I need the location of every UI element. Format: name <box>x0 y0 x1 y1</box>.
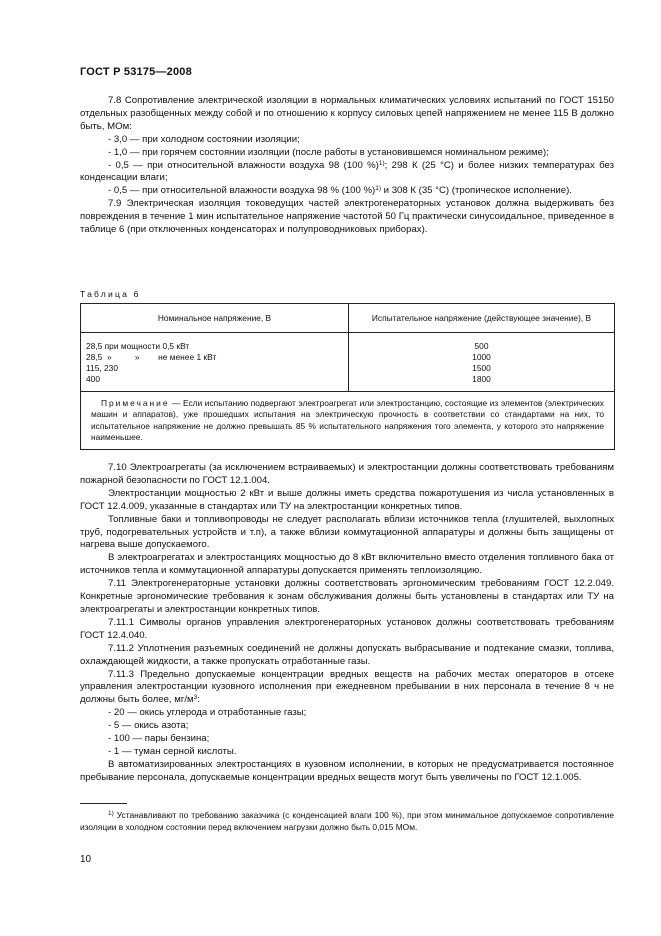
paragraph-7-8-intro: 7.8 Сопротивление электрической изоляции в нормальных климатических условиях испытаний по ГОСТ 15150 отдельных разобщенных между собой и по отношению к корпусу силовых цепей напряжением не менее 115 В должно быть, МОм: <box>80 95 614 132</box>
paragraph-7-11-1: 7.11.1 Символы органов управления электрогенераторных установок должны соответствовать требованиям ГОСТ 12.4.040. <box>80 616 614 641</box>
paragraph: В автоматизированных электростанциях в кузовном исполнении, в которых не предусматривается постоянное пребывание персонала, допускаемые концентрации вредных веществ могут быть увеличены по ГОСТ 12.1.005. <box>80 758 614 783</box>
paragraph-7-11-3 <box>80 669 614 708</box>
table-note-row <box>81 392 615 450</box>
table-cell-text: 1000 <box>472 352 491 362</box>
list-item: - 1,0 — при горячем состоянии изоляции (после работы в установившемся номинальном режиме); <box>108 146 549 158</box>
table-cell-text: 1500 <box>472 363 491 373</box>
nominal-voltage-cell <box>81 333 349 392</box>
footnote-text: Устанавливают по требованию заказчика (с конденсацией влаги 100 %), при этом минимальное допускаемое сопротивление изоляции в холодном состоянии перед включением нагрузки должно быть 0,015 МОм. <box>80 810 614 832</box>
list-item <box>80 185 614 198</box>
paragraph-7-10: 7.10 Электроагрегаты (за исключением встраиваемых) и электростанции должны соответствовать требованиям пожарной безопасности по ГОСТ 12.1.004. <box>80 462 614 486</box>
table-cell-text: 28,5 » » не менее 1 кВт <box>86 352 217 362</box>
list-item: - 1 — туман серной кислоты. <box>108 745 237 757</box>
list-item-text: ; 298 К (25 °С) и более низких температурах без конденсации влаги; <box>80 159 614 184</box>
paragraph: Электростанции мощностью 2 кВт и выше должны иметь средства пожаротушения из числа установленных в ГОСТ 12.4.009, указанные в стандартах или ТУ на электростанции конкретных типов. <box>80 487 614 512</box>
table-cell-text: 400 <box>86 374 100 384</box>
list-item: - 3,0 — при холодном состоянии изоляции; <box>108 133 300 145</box>
list-item: - 100 — пары бензина; <box>108 733 210 745</box>
paragraph-7-9: 7.9 Электрическая изоляция токоведущих частей электрогенераторных установок должна выдерживать без повреждения в течение 1 мин испытательное напряжение частотой 50 Гц практически синусоидальное, приведенное в таблице 6 (при отключенных конденсаторах и полупроводниковых приборах). <box>80 198 614 236</box>
table-row <box>81 333 615 392</box>
footnote <box>80 809 614 833</box>
footnote-marker: 1) <box>108 810 114 817</box>
section-7-8-7-9 <box>80 95 614 237</box>
superscript: 3 <box>193 694 198 702</box>
column-header-nominal: Номинальное напряжение, В <box>81 304 349 333</box>
list-item-text: - 0,5 — при относительной влажности воздуха 98 % (100 %) <box>108 185 376 197</box>
list-item-text: и 308 К (35 °С) (тропическое исполнение). <box>381 185 572 197</box>
test-voltage-cell <box>349 333 615 392</box>
table-header-row <box>81 304 615 333</box>
table-caption: Таблица 6 <box>80 289 141 299</box>
table-cell-text: 28,5 при мощности 0,5 кВт <box>86 341 190 351</box>
footnote-ref: 1) <box>378 159 385 167</box>
table-note <box>81 392 615 450</box>
table-cell-text: 115, 230 <box>86 363 118 373</box>
paragraph-7-11-2: 7.11.2 Уплотнения разъемных соединений не должны допускать выбрасывание и подтекание смазки, топлива, охлаждающей жидкости, а также пропускать отработанные газы. <box>80 642 614 667</box>
footnote-divider <box>80 803 127 804</box>
paragraph-7-11: 7.11 Электрогенераторные установки должны соответствовать эргономическим требованиям ГОСТ 12.2.049. Конкретные эргономические требования к зонам обслуживания должны быть установлены в стандартах или ТУ на электроагрегаты и электростанции конкретных типов. <box>80 578 614 615</box>
page-number: 10 <box>80 854 92 865</box>
list-item: - 5 — окись азота; <box>108 720 189 732</box>
voltage-table <box>80 303 615 450</box>
note-label: Примечание <box>101 398 170 408</box>
table-cell-text: 1800 <box>472 374 491 384</box>
column-header-test: Испытательное напряжение (действующее значение), В <box>349 304 615 333</box>
note-text: — Если испытанию подвергают электроагрегат или электростанцию, состоящие из элементов (электрических машин и аппаратов), уже прошедших испытания на электрическую прочность в соответствии со стандартами на них, то испытательное напряжение не должно превышать 85 % испытательного напряжения того элемента, у которого это напряжение наименьшее. <box>91 398 604 442</box>
list-item: - 20 — окись углерода и отработанные газы; <box>108 707 307 719</box>
list-item <box>80 160 614 186</box>
document-header: ГОСТ Р 53175—2008 <box>80 66 192 78</box>
paragraph-text: 7.11.3 Предельно допускаемые концентрации вредных веществ на рабочих местах операторов в отсеке управления электростанции кузовного исполнения при ежедневном пребывании в них персонала в течение 8 ч не должны быть более, мг/м <box>80 668 614 706</box>
list-item-text: - 0,5 — при относительной влажности воздуха 98 (100 %) <box>108 159 379 171</box>
section-7-10-7-11 <box>80 462 614 785</box>
table-cell-text: 500 <box>474 341 489 351</box>
footnote-ref: 1) <box>375 185 382 193</box>
paragraph-text: : <box>197 694 200 706</box>
paragraph: Топливные баки и топливопроводы не следует располагать вблизи источников тепла (глушителей, выхлопных труб, подогревательных устройств и т.п), а также вблизи коммутационной аппаратуры и должны быть защищены от нагрева выше допускаемого. <box>80 513 614 551</box>
paragraph: В электроагрегатах и электростанциях мощностью до 8 кВт включительно вместо отделения топливного бака от источников тепла и коммутационной аппаратуры допускается применять теплоизоляцию. <box>80 552 614 577</box>
